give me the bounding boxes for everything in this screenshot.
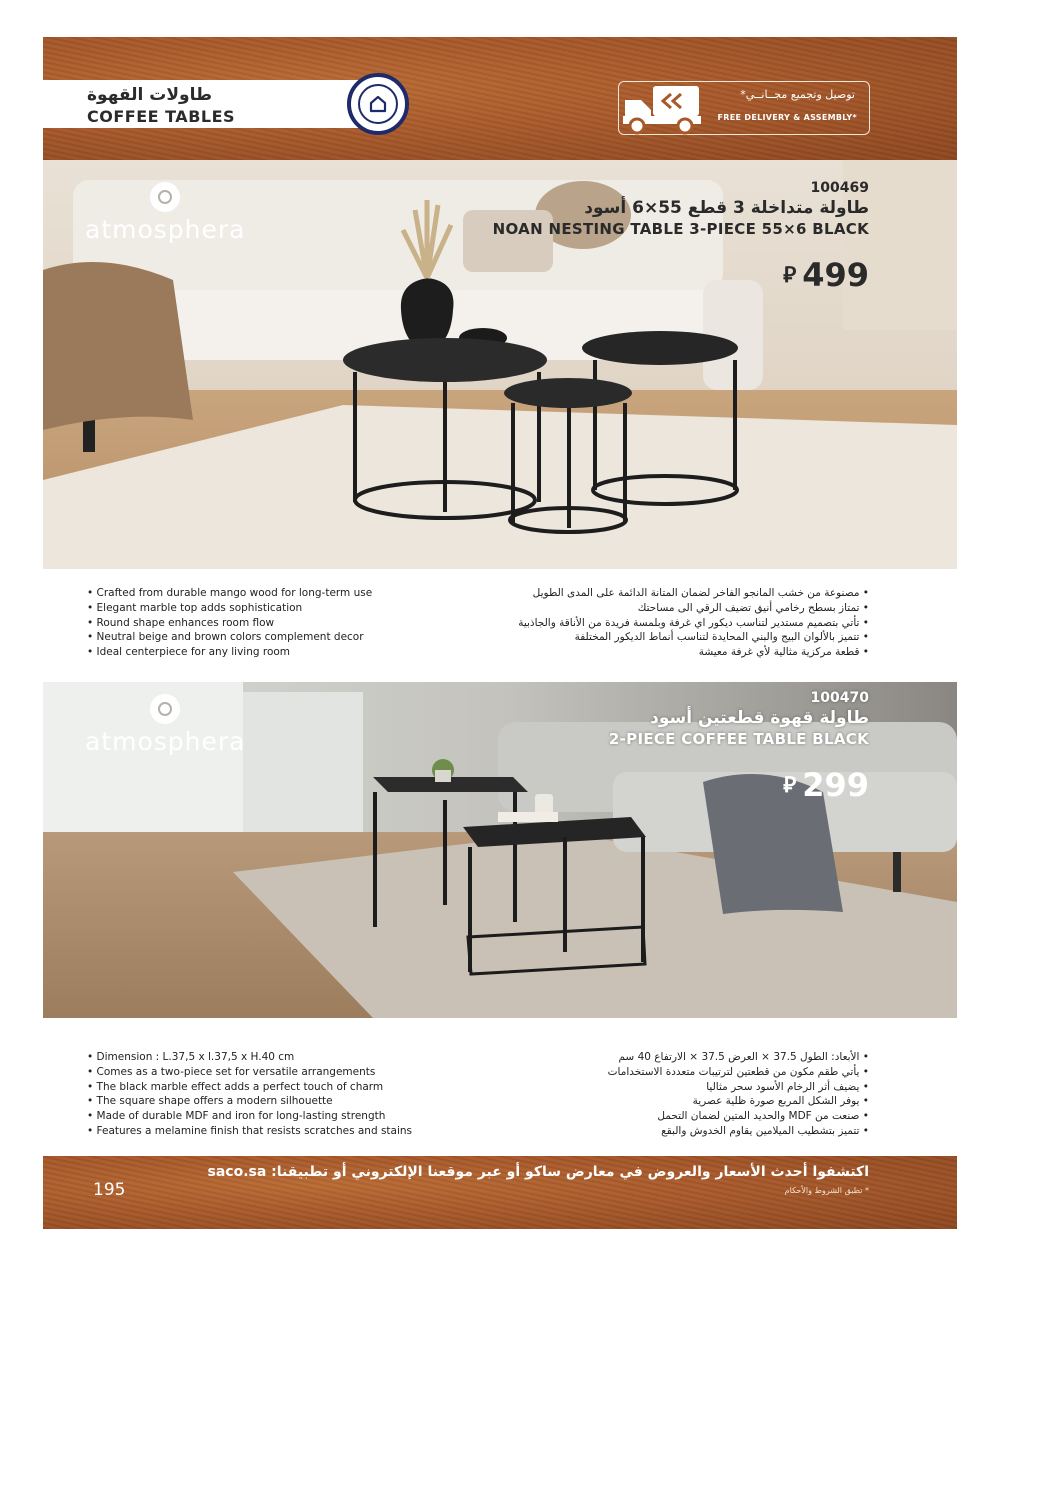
- feature-item: • تمتاز بسطح رخامي أنيق تضيف الرقي الى مساحتك: [518, 601, 869, 616]
- feature-item: • مصنوعة من خشب المانجو الفاخر لضمان المتانة الدائمة على المدى الطويل: [518, 586, 869, 601]
- feature-item: • يأتي طقم مكون من قطعتين لترتيبات متعددة الاستخدامات: [608, 1065, 869, 1080]
- brand-logo: [85, 182, 245, 244]
- product-info-1: [493, 180, 869, 294]
- product-photo-1: [43, 160, 957, 569]
- feature-item: • تأتي بتصميم مستدير لتناسب ديكور اي غرفة وبلمسة فريدة من الأناقة والجاذبية: [518, 616, 869, 631]
- feature-item: • The black marble effect adds a perfect touch of charm: [87, 1080, 412, 1095]
- header-banner: [43, 37, 957, 160]
- price-value: 299: [802, 766, 869, 804]
- page-number: 195: [93, 1180, 126, 1200]
- brand-mark-icon: [150, 694, 180, 724]
- feature-item: • يوفر الشكل المربع صورة ظلية عصرية: [608, 1094, 869, 1109]
- section-title-en: COFFEE TABLES: [87, 107, 236, 126]
- feature-item: • Comes as a two-piece set for versatile arrangements: [87, 1065, 412, 1080]
- brand-mark-icon: [150, 182, 180, 212]
- terms-note: * تطبق الشروط والأحكام: [784, 1186, 869, 1195]
- feature-item: • Ideal centerpiece for any living room: [87, 645, 372, 660]
- delivery-badge: [618, 81, 870, 135]
- feature-item: • الأبعاد: الطول 37.5 × العرض 37.5 × الارتفاع 40 سم: [608, 1050, 869, 1065]
- feature-item: • تتميز بالألوان البيج والبني المحايدة لتناسب أنماط الديكور المختلفة: [518, 630, 869, 645]
- product-name-en: 2-PIECE COFFEE TABLE BLACK: [608, 730, 869, 748]
- footer-banner: [43, 1156, 957, 1229]
- feature-item: • Made of durable MDF and iron for long-lasting strength: [87, 1109, 412, 1124]
- brand-name: atmosphera: [85, 215, 246, 244]
- truck-icon: [619, 82, 705, 138]
- product-price: [609, 766, 869, 804]
- features-list-ar-2: [608, 1050, 869, 1139]
- price-value: 499: [802, 256, 869, 294]
- product-name-ar: طاولة متداخلة 3 قطع 55×6 أسود: [584, 198, 869, 218]
- riyal-symbol-icon: ⃁: [783, 773, 797, 798]
- brand-logo: [85, 694, 245, 756]
- product-name-ar: طاولة قهوة قطعتين أسود: [650, 708, 869, 728]
- feature-item: • The square shape offers a modern silhouette: [87, 1094, 412, 1109]
- product-info-2: [609, 690, 869, 804]
- product-name-en: NOAN NESTING TABLE 3-PIECE 55×6 BLACK: [492, 220, 869, 238]
- feature-item: • Neutral beige and brown colors complement decor: [87, 630, 372, 645]
- brand-name: atmosphera: [85, 727, 246, 756]
- delivery-text-en: FREE DELIVERY & ASSEMBLY*: [717, 113, 857, 122]
- features-list-en-2: [87, 1050, 412, 1139]
- product-price: [493, 256, 869, 294]
- feature-item: • Features a melamine finish that resists scratches and stains: [87, 1124, 412, 1139]
- footer-cta[interactable]: اكتشفوا أحدث الأسعار والعروض في معارض ساكو أو عبر موقعنا الإلكتروني أو تطبيقنا: saco.sa: [207, 1164, 869, 1180]
- feature-item: • Dimension : L.37,5 x l.37,5 x H.40 cm: [87, 1050, 412, 1065]
- product-photo-2: [43, 682, 957, 1018]
- feature-item: • تتميز بتشطيب الميلامين يقاوم الخدوش والبقع: [608, 1124, 869, 1139]
- features-list-en-1: [87, 586, 372, 660]
- riyal-symbol-icon: ⃁: [783, 263, 797, 288]
- feature-item: • Round shape enhances room flow: [87, 616, 372, 631]
- feature-item: • Crafted from durable mango wood for long-term use: [87, 586, 372, 601]
- feature-item: • قطعة مركزية مثالية لأي غرفة معيشة: [518, 645, 869, 660]
- feature-item: • Elegant marble top adds sophistication: [87, 601, 372, 616]
- features-list-ar-1: [518, 586, 869, 660]
- section-title-ar: طاولات القهوة: [87, 85, 212, 105]
- product-sku: 100469: [810, 180, 869, 196]
- house-icon: [347, 73, 409, 135]
- delivery-text-ar: توصيل وتجميع مجــانــي*: [740, 88, 855, 101]
- product-sku: 100470: [810, 690, 869, 706]
- feature-item: • يضيف أثر الرخام الأسود سحر مثاليا: [608, 1080, 869, 1095]
- feature-item: • صنعت من MDF والحديد المتين لضمان التحمل: [608, 1109, 869, 1124]
- catalog-page: [43, 37, 957, 1229]
